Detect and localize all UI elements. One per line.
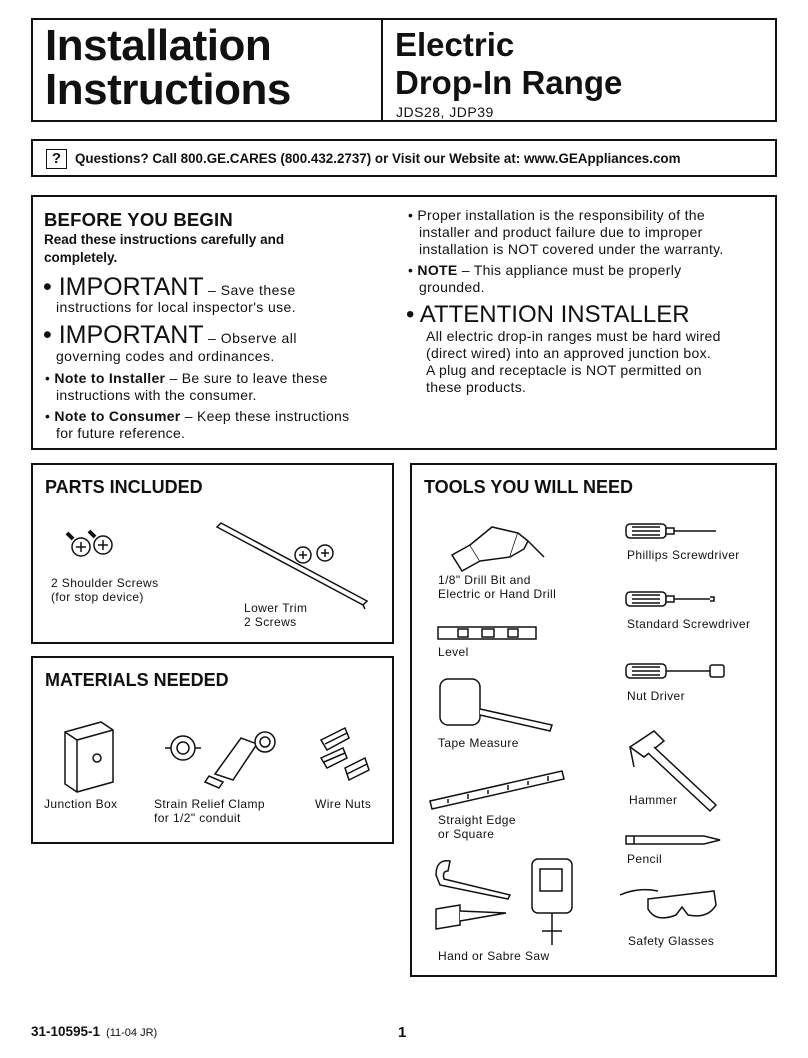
shoulder-screws-label: 2 Shoulder Screws (for stop device) <box>51 576 159 604</box>
question-icon: ? <box>46 149 67 169</box>
important-save: • IMPORTANT – Save these <box>43 273 296 301</box>
tape-measure-icon <box>436 675 556 735</box>
important-observe-detail: governing codes and ordinances. <box>56 348 275 364</box>
before-heading: BEFORE YOU BEGIN <box>44 209 233 230</box>
revision: (11-04 JR) <box>106 1027 158 1039</box>
saw-label: Hand or Sabre Saw <box>438 949 550 963</box>
pencil-label: Pencil <box>627 852 663 866</box>
nut-driver-icon <box>624 661 728 681</box>
strain-relief-label: Strain Relief Clamp for 1/2" conduit <box>154 797 265 825</box>
standard-screwdriver-icon <box>624 589 720 609</box>
shoulder-screws-illustration <box>63 527 123 567</box>
parts-heading: PARTS INCLUDED <box>45 477 203 497</box>
note-to-consumer: • Note to Consumer – Keep these instructions for future reference. <box>45 408 350 441</box>
drill-label: 1/8" Drill Bit and Electric or Hand Drill <box>438 573 557 601</box>
materials-needed-section <box>31 656 394 844</box>
note-to-installer: • Note to Installer – Be sure to leave these instructions with the consumer. <box>45 370 328 403</box>
important-observe: • IMPORTANT – Observe all <box>43 321 297 349</box>
parts-included-section <box>31 463 394 644</box>
product-name: Electric Drop-In Range <box>395 26 623 101</box>
before-you-begin-section <box>31 195 777 450</box>
standard-label: Standard Screwdriver <box>627 617 751 631</box>
nut-driver-label: Nut Driver <box>627 689 686 703</box>
product-box <box>381 18 777 122</box>
pencil-icon <box>624 833 724 847</box>
wire-nuts-illustration <box>315 722 375 788</box>
model-numbers: JDS28, JDP39 <box>396 104 494 120</box>
straight-edge-label: Straight Edge or Square <box>438 813 516 841</box>
proper-installation-note: • Proper installation is the responsibility of the installer and product failure due to improper installation is NOT covered under the warranty. <box>408 207 724 257</box>
safety-glasses-label: Safety Glasses <box>628 934 715 948</box>
tools-section <box>410 463 777 977</box>
lower-trim-label: Lower Trim 2 Screws <box>244 601 308 629</box>
junction-box-illustration <box>61 718 117 794</box>
attention-installer-heading: • ATTENTION INSTALLER <box>406 301 690 328</box>
level-icon <box>436 623 540 643</box>
page-number: 1 <box>398 1024 407 1041</box>
materials-heading: MATERIALS NEEDED <box>45 670 229 690</box>
level-label: Level <box>438 645 469 659</box>
junction-box-label: Junction Box <box>44 797 118 811</box>
important-save-detail: instructions for local inspector's use. <box>56 299 297 315</box>
before-intro: Read these instructions carefully and completely. <box>44 232 285 265</box>
document-number: 31-10595-1 (11-04 JR) <box>31 1024 158 1039</box>
page-title: Installation Instructions <box>45 21 291 114</box>
questions-bar <box>31 139 777 177</box>
straight-edge-icon <box>428 767 568 811</box>
attention-installer-text: All electric drop-in ranges must be hard wired (direct wired) into an approved junction box. A plug and receptacle is NOT permitted on these products. <box>426 328 721 395</box>
phillips-label: Phillips Screwdriver <box>627 548 740 562</box>
hammer-label: Hammer <box>629 793 678 807</box>
saw-icon <box>426 855 596 951</box>
wire-nuts-label: Wire Nuts <box>315 797 372 811</box>
grounding-note: • NOTE – This appliance must be properly grounded. <box>408 262 682 295</box>
drill-icon <box>448 517 548 577</box>
phillips-screwdriver-icon <box>624 521 720 541</box>
questions-text: Questions? Call 800.GE.CARES (800.432.2737) or Visit our Website at: www.GEAppliances.com <box>75 151 681 166</box>
lower-trim-illustration <box>213 521 383 611</box>
tools-heading: TOOLS YOU WILL NEED <box>424 477 634 497</box>
bullet: • <box>43 273 59 301</box>
tape-measure-label: Tape Measure <box>438 736 519 750</box>
bullet: • <box>43 321 59 349</box>
strain-relief-clamp-illustration <box>161 718 301 794</box>
title-box <box>31 18 383 122</box>
safety-glasses-icon <box>618 885 722 933</box>
